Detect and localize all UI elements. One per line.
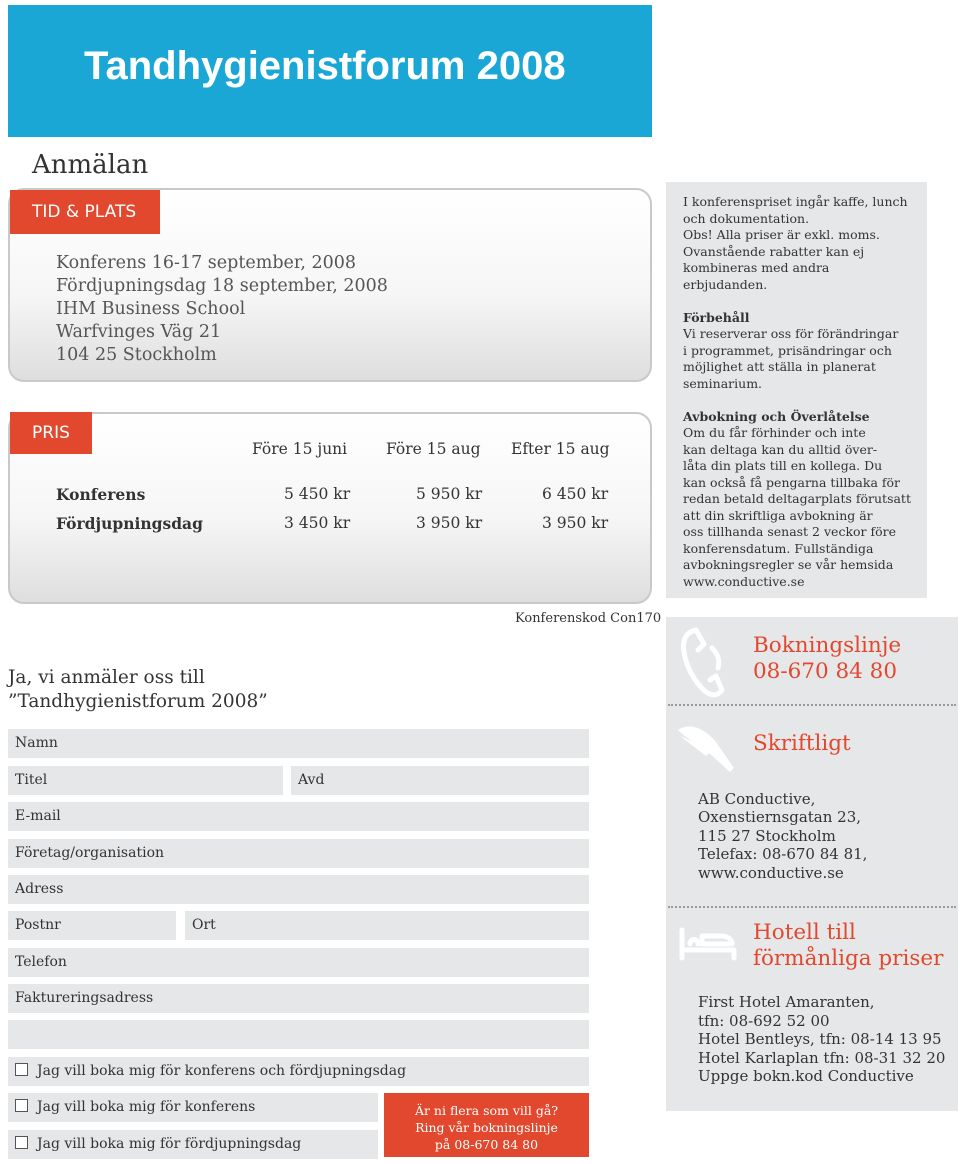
checkbox-conference[interactable] [8,1093,378,1122]
hotel-line: Uppge bokn.kod Conductive [698,1067,914,1085]
price-row-label: Fördjupningsdag [56,514,203,533]
terms-line: Ovanstående rabatter kan ej [683,243,865,259]
price-cell: 5 450 kr [284,485,351,503]
terms-line: Om du får förhinder och inte [683,425,866,440]
bed-icon [676,924,740,964]
conference-code: Konferenskod Con170 [515,611,662,626]
written-title: Skriftligt [753,731,851,756]
price-row-label: Konferens [56,485,146,504]
form-intro-line: ”Tandhygienistforum 2008” [8,691,268,712]
phone-field[interactable]: Telefon [8,948,589,977]
company-field[interactable]: Företag/organisation [8,839,589,868]
terms-line: kombineras med andra [683,260,830,275]
postal-code-field[interactable]: Postnr [8,911,176,940]
price-col-header: Efter 15 aug [511,440,610,458]
divider [668,704,956,706]
hotel-line: Hotel Bentleys, tfn: 08-14 13 95 [698,1030,942,1048]
name-field[interactable]: Namn [8,729,589,758]
terms-line: i programmet, prisändringar och [683,342,892,358]
email-field[interactable]: E-mail [8,802,589,831]
callout-line: Ring vår bokningslinje [415,1120,558,1135]
divider [668,906,956,908]
callout-line: Är ni flera som vill gå? [414,1103,559,1118]
terms-line: möjlighet att ställa in planerat [683,359,876,374]
hotel-line: tfn: 08-692 52 00 [698,1012,830,1030]
callout-line: på 08-670 84 80 [434,1137,539,1152]
event-line: 104 25 Stockholm [56,345,217,365]
website-link[interactable]: www.conductive.se [683,573,805,589]
checkbox-box[interactable] [15,1136,28,1149]
terms-info-box [666,182,927,598]
terms-line: oss tillhanda senast 2 veckor före [683,524,897,539]
checkbox-box[interactable] [15,1099,28,1112]
page-title: Tandhygienistforum 2008 [84,44,566,88]
event-line: IHM Business School [56,299,246,319]
terms-line: konferensdatum. Fullständiga [683,540,874,556]
terms-line: och dokumentation. [683,210,810,226]
terms-line: I konferenspriset ingår kaffe, lunch [683,194,908,209]
form-intro-line: Ja, vi anmäler oss till [8,667,205,688]
booking-line-number[interactable]: 08-670 84 80 [753,659,898,684]
hotel-line: First Hotel Amaranten, [698,993,875,1011]
address-line: 115 27 Stockholm [698,827,836,845]
city-field[interactable]: Ort [185,911,589,940]
checkbox-label: Jag vill boka mig för fördjupningsdag [37,1136,302,1152]
section-heading: Anmälan [32,150,149,180]
terms-line: kan deltaga kan du alltid över- [683,441,878,457]
time-place-tag: TID & PLATS [10,190,160,234]
checkbox-label: Jag vill boka mig för konferens och fördjupningsdag [37,1063,407,1079]
title-field[interactable]: Titel [8,766,283,795]
pen-icon [676,712,740,776]
checkbox-box[interactable] [15,1063,28,1076]
group-booking-callout [384,1093,589,1157]
terms-line: avbokningsregler se vår hemsida [683,557,894,572]
checkbox-deepening-day[interactable] [8,1130,378,1159]
booking-line-title: Bokningslinje [753,633,902,658]
terms-line: att din skriftliga avbokning är [683,507,873,523]
terms-line: erbjudanden. [683,276,768,292]
address-field[interactable]: Adress [8,875,589,904]
billing-address-field[interactable]: Faktureringsadress [8,984,589,1013]
event-line: Fördjupningsdag 18 september, 2008 [56,276,388,296]
price-cell: 3 950 kr [416,514,483,532]
price-cell: 5 950 kr [416,485,483,503]
price-cell: 6 450 kr [542,485,609,503]
department-field[interactable]: Avd [291,766,589,795]
price-tag: PRIS [10,412,92,454]
reservation-title: Förbehåll [683,309,750,325]
price-cell: 3 450 kr [284,514,351,532]
address-line: Oxenstiernsgatan 23, [698,808,862,826]
terms-line: låta din plats till en kollega. Du [683,458,883,473]
website-link[interactable]: www.conductive.se [698,864,844,882]
terms-line: kan också få pengarna tillbaka för [683,474,900,490]
terms-line: redan betald deltagarplats förutsatt [683,491,911,506]
cancellation-title: Avbokning och Överlåtelse [683,408,870,424]
hotel-line: Hotel Karlaplan tfn: 08-31 32 20 [698,1049,946,1067]
checkbox-label: Jag vill boka mig för konferens [37,1099,256,1115]
event-line: Warfvinges Väg 21 [56,322,222,342]
billing-address-field-line2[interactable] [8,1020,589,1049]
address-line: Telefax: 08-670 84 81, [698,845,868,863]
event-line: Konferens 16-17 september, 2008 [56,253,356,273]
hotel-title-line: Hotell till [753,920,856,945]
checkbox-conference-and-deepening-day[interactable] [8,1057,589,1086]
terms-line: seminarium. [683,375,763,391]
form-intro [8,666,268,714]
phone-icon [676,624,732,700]
terms-line: Vi reserverar oss för förändringar [683,326,899,341]
terms-line: Obs! Alla priser är exkl. moms. [683,227,880,242]
hotel-title-line: förmånliga priser [753,946,944,971]
price-col-header: Före 15 juni [252,440,348,458]
price-col-header: Före 15 aug [386,440,481,458]
address-line: AB Conductive, [698,790,816,808]
price-cell: 3 950 kr [542,514,609,532]
